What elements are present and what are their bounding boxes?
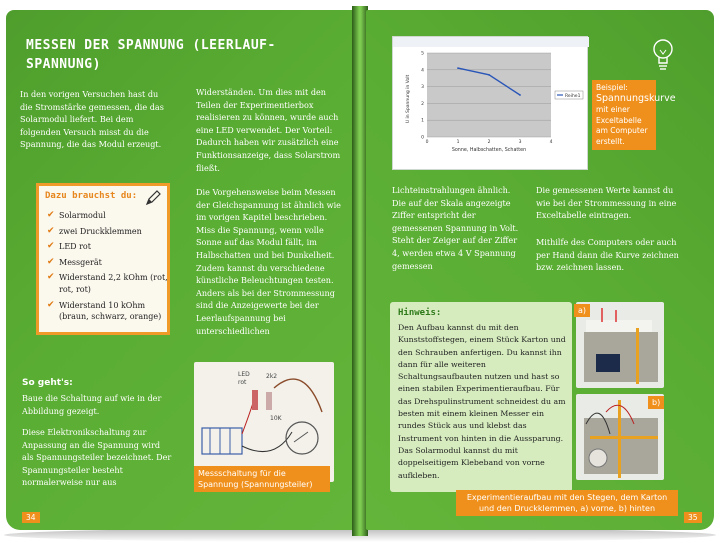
svg-text:10K: 10K [270,415,282,422]
voltage-divider-text: Diese Elektronikschaltung zur Anpassung an die Spannung wird als Spannungsteiler bezeichnet. Der Spannungsteiler besteht normalerweise nur aus [22,427,172,488]
materials-title: Dazu brauchst du: [45,191,138,201]
x-tick-label: 3 [518,140,522,145]
data-point [519,94,521,96]
check-icon: ✔ [47,272,55,283]
page-number-left: 34 [22,512,40,523]
hint-box [390,302,572,492]
x-tick-label: 2 [487,140,491,145]
check-icon: ✔ [47,299,55,310]
lightbulb-icon [650,36,676,74]
photo-a-label: a) [574,304,590,317]
materials-box [36,183,170,335]
right-col2-paragraph-2: Mithilfe des Computers oder auch per Hand dann die Kurve zeichnen bzw. zeichnen lassen. [536,237,679,273]
y-tick-label: 5 [421,51,424,57]
y-ticks [421,51,424,141]
circuit-drawing [194,362,334,482]
y-axis-label: U in Spannung in Volt [406,74,411,124]
y-tick-label: 0 [421,135,424,141]
plot-area [427,53,551,137]
check-icon: ✔ [47,210,55,220]
page-title: MESSEN DER SPANNUNG (LEERLAUF-SPANNUNG) [26,38,276,72]
col2-paragraph-1: Widerständen. Um dies mit den Teilen der Experimentierbox realisieren zu können, wurde auch eine LED verwendet. Der Vorteil: Dadurch haben wir zusätzlich eine Funktionsanzeige, dass Solarstrom fließt. [196,87,341,173]
svg-text:rot: rot [238,379,247,386]
chart-caption-rest: mit einer Exceltabelle am Computer erstellt. [596,105,648,146]
circuit-caption: Messschaltung für die Spannung (Spannungsteiler) [194,466,330,492]
svg-text:LED: LED [238,371,250,378]
right-col1-text: Lichteinstrahlungen ähnlich. Die auf der Skala angezeigte Ziffer entspricht der gemessenen Spannung in Volt. Steht der Zeiger auf der Ziffer 4, werden etwa 4 V Spannung gemessen [392,185,519,271]
y-tick-label: 1 [421,118,424,124]
list-item: ✔ Widerstand 2,2 kOhm (rot, rot, rot) [47,272,168,294]
photos-caption: Experimentieraufbau mit den Stegen, dem Karton und den Druckklemmen, a) vorne, b) hinten [456,490,678,516]
data-point [457,67,459,69]
y-tick-label: 2 [421,101,424,107]
x-axis-label: Sonne, Halbschatten, Schatten [451,148,527,153]
excel-chart [392,36,588,170]
col2-paragraph-2: Die Vorgehensweise beim Messen der Gleichspannung ist ähnlich wie im vorigen Kapitel beschrieben. Miss die Spannung, wenn volle Sonne auf das Modul fällt, im Halbschatten und bei Dunkelheit. Zudem kannst du verschiedene künstliche Beleuchtungen testen. Anders als bei der Strommessung sind die Anzeigewerte bei der Leerlaufspannung bei unterschiedlichen [196,187,341,336]
check-icon: ✔ [47,256,55,267]
check-icon: ✔ [47,241,55,252]
hint-title: Hinweis: [398,308,442,318]
y-tick-label: 4 [421,68,424,74]
chart-caption-title: Spannungskurve [596,93,676,104]
x-ticks [426,139,553,145]
list-item: ✔ LED rot [47,241,91,252]
chart-caption [592,80,676,150]
materials-list [47,210,169,327]
x-tick-label: 0 [425,140,429,145]
svg-text:2k2: 2k2 [266,373,278,380]
data-point [488,74,490,76]
right-col2-paragraph-1: Die gemessenen Werte kannst du wie bei der Strommessung in eine Exceltabelle eintragen. [536,185,677,221]
so-gehts-heading: So geht's: [22,378,73,388]
page-number-right: 35 [684,512,702,523]
list-item: ✔ Solarmodul [47,210,106,220]
chart-svg [393,37,589,171]
legend-label: Reihe1 [565,94,581,99]
circuit-photo [194,362,334,482]
x-tick-label: 1 [456,140,460,145]
list-item: ✔ zwei Druckklemmen [47,225,142,236]
list-item: ✔ Messgerät [47,256,102,267]
chart-caption-prefix: Beispiel: [596,83,628,92]
pencil-icon [145,190,161,206]
intro-text: In den vorigen Versuchen hast du die Stromstärke gemessen, die das Solarmodul liefert. Bei dem folgenden Versuch misst du die Spannung, die das Modul erzeugt. [20,89,164,150]
spreadsheet-header [393,37,589,47]
check-icon: ✔ [47,225,55,236]
hint-text: Den Aufbau kannst du mit den Kunststoffstegen, einem Stück Karton und den Schrauben anfertigen. Du kannst ihn dann für alle weiteren Schaltungsaufbauten nutzen und hast so einen stabilen Experimentieraufbau. Für das Drehspulinstrument schneidest du am besten mit einem kleinen Messer ein rundes Stück aus und klebst das Instrument von hinten in die Aussparung. Das Solarmodul kannst du mit doppelseitigem Klebeband von vorne aufkleben. [398,323,566,480]
list-item: ✔ Widerstand 10 kOhm (braun, schwarz, orange) [47,299,162,322]
photo-b-label: b) [648,396,664,409]
so-gehts-text: Baue die Schaltung auf wie in der Abbildung gezeigt. [22,393,162,416]
x-tick-label: 4 [549,140,553,145]
y-tick-label: 3 [421,85,424,91]
